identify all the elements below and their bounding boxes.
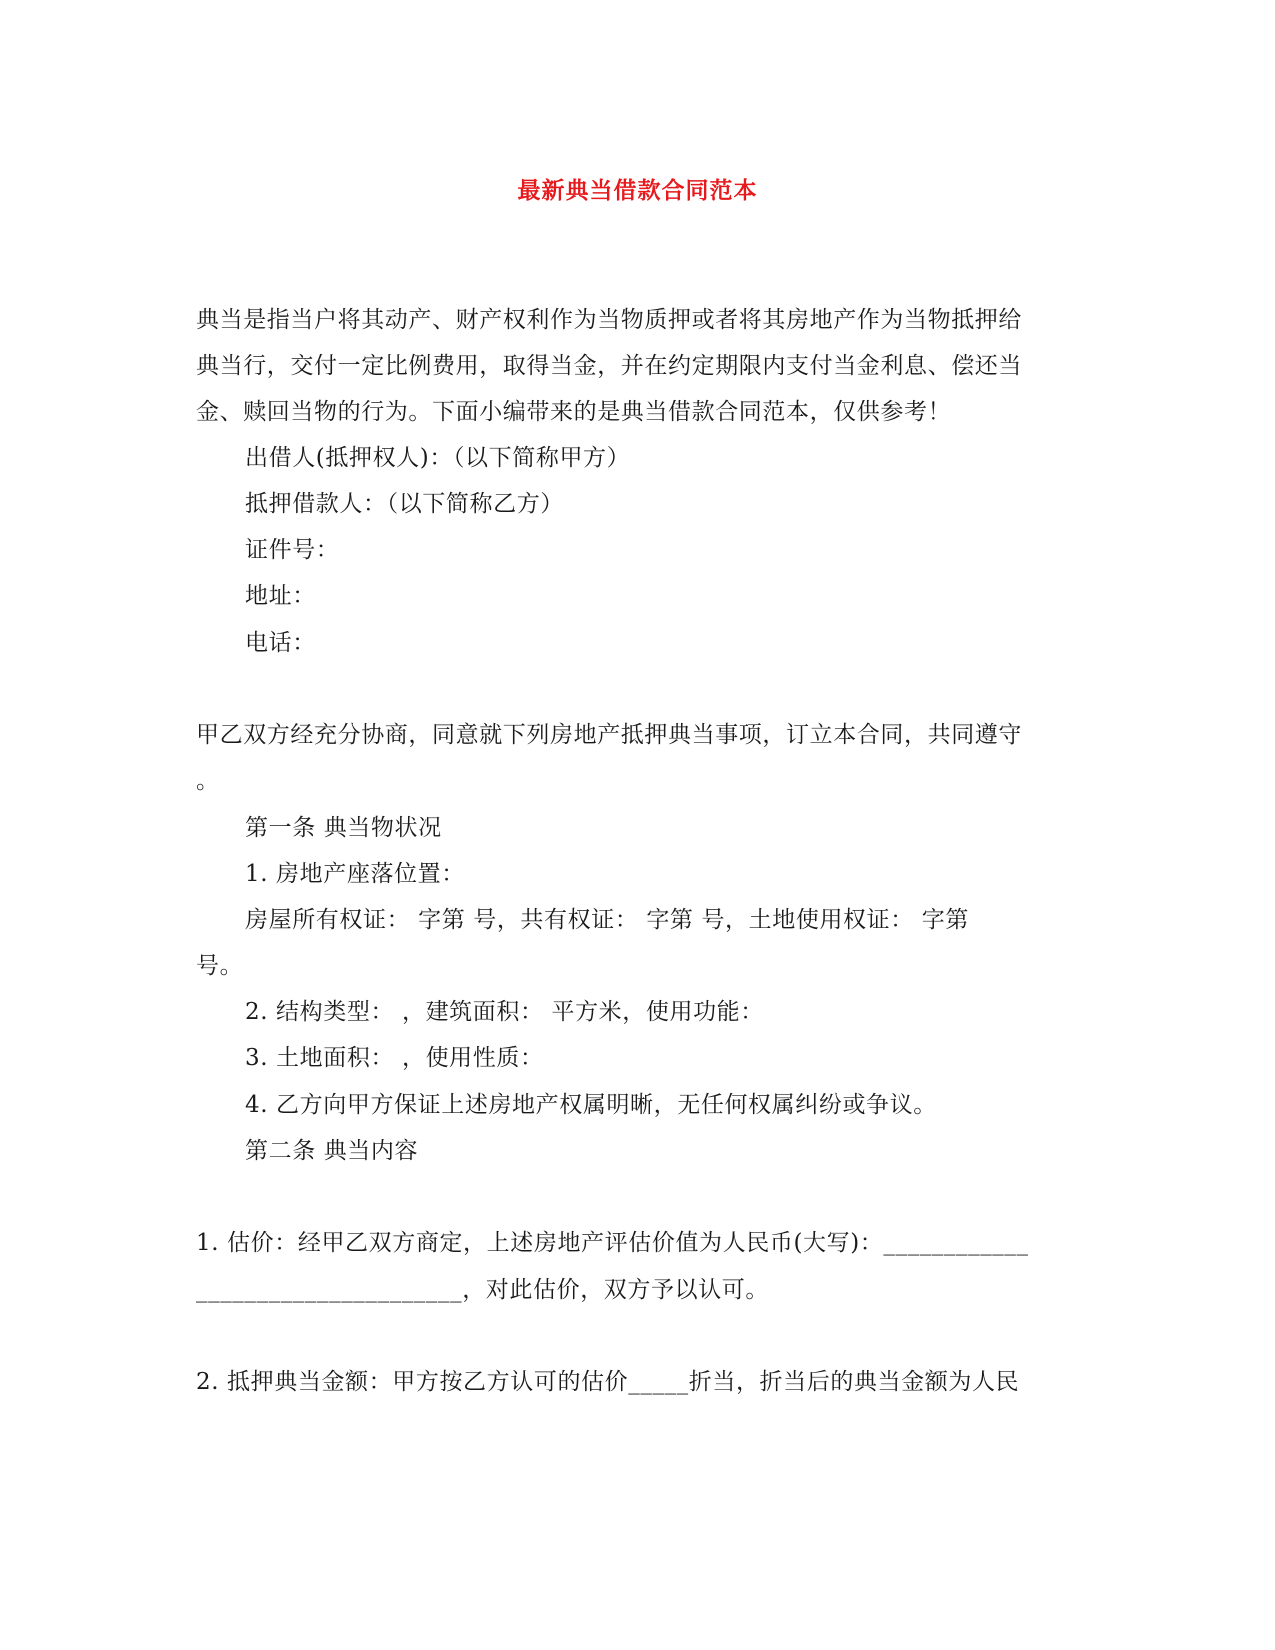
article-1-item-4: 4. 乙方向甲方保证上述房地产权属明晰，无任何权属纠纷或争议。	[245, 1092, 937, 1118]
phone-line: 电话：	[245, 630, 316, 656]
agreement-line-end: 。	[196, 768, 220, 794]
article-1-certificates: 房屋所有权证： 字第 号，共有权证： 字第 号，土地使用权证： 字第	[245, 907, 969, 933]
article-1-item-3: 3. 土地面积： ，使用性质：	[245, 1045, 544, 1071]
article-2-item-1: 1. 估价：经甲乙双方商定，上述房地产评估价值为人民币(大写)：____________	[196, 1230, 1029, 1256]
article-1-item-1: 1. 房地产座落位置：	[245, 861, 465, 887]
intro-line-3: 金、赎回当物的行为。下面小编带来的是典当借款合同范本，仅供参考！	[196, 399, 952, 425]
article-1-item-2: 2. 结构类型： ，建筑面积： 平方米，使用功能：	[245, 999, 764, 1025]
lender-line: 出借人(抵押权人)：（以下简称甲方）	[245, 445, 631, 471]
intro-line-1: 典当是指当户将其动产、财产权利作为当物质押或者将其房地产作为当物抵押给	[196, 307, 1022, 333]
intro-line-2: 典当行，交付一定比例费用，取得当金，并在约定期限内支付当金利息、偿还当	[196, 353, 1022, 379]
article-2-item-1-cont: ______________________，对此估价，双方予以认可。	[196, 1277, 769, 1303]
article-2-item-2: 2. 抵押典当金额：甲方按乙方认可的估价_____折当，折当后的典当金额为人民	[196, 1369, 1020, 1395]
article-1-heading: 第一条 典当物状况	[245, 815, 442, 841]
article-2-heading: 第二条 典当内容	[245, 1138, 419, 1164]
agreement-line: 甲乙双方经充分协商，同意就下列房地产抵押典当事项，订立本合同，共同遵守	[196, 722, 1022, 748]
article-1-certificates-end: 号。	[196, 953, 244, 979]
document-title: 最新典当借款合同范本	[517, 178, 758, 204]
id-number-line: 证件号：	[245, 537, 340, 563]
borrower-line: 抵押借款人：（以下简称乙方）	[245, 491, 564, 517]
address-line: 地址：	[245, 583, 316, 609]
